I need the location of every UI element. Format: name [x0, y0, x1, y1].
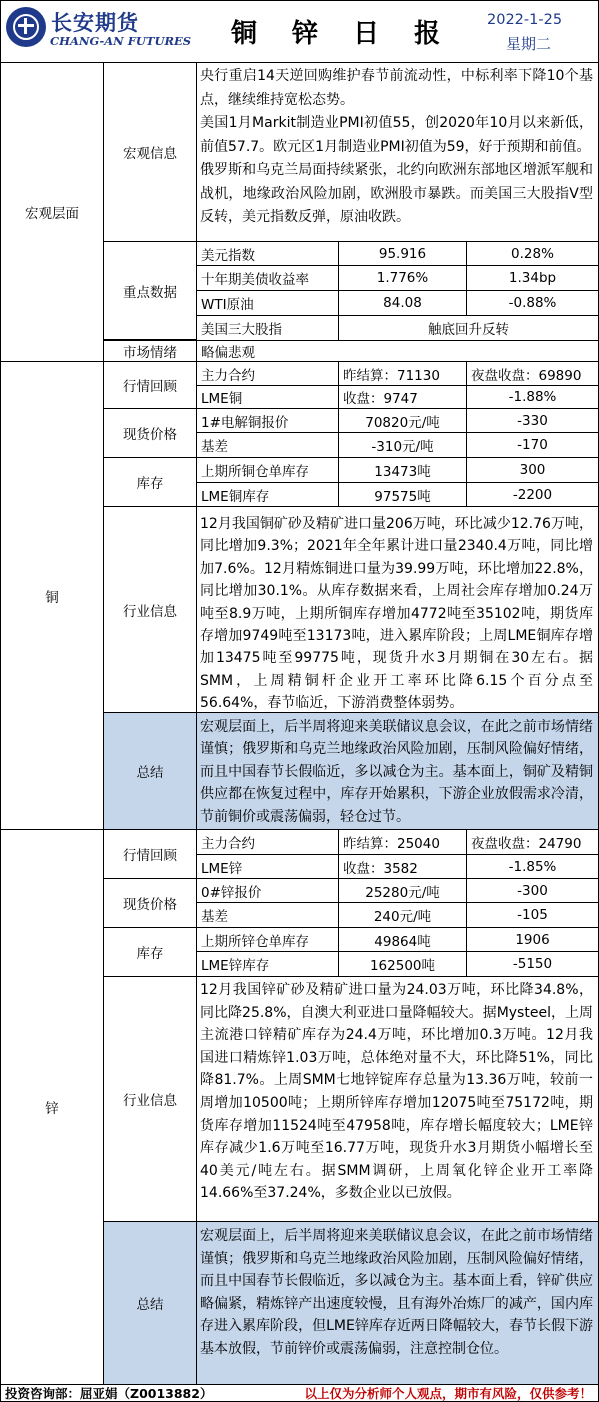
row-label-copper-stock: 库存: [103, 457, 197, 507]
copper-spot-change: -170: [466, 432, 599, 458]
copper-spot-change: -330: [466, 408, 599, 433]
zinc-review-value: 昨结算：25040: [338, 829, 467, 855]
zinc-stock-change: 1906: [466, 927, 599, 952]
copper-review-change: -1.88%: [466, 385, 599, 409]
report-footer: [0, 1384, 599, 1402]
copper-spot-name: 基差: [196, 432, 339, 458]
copper-stock-name: LME铜库存: [196, 482, 339, 507]
zinc-stock-value: 49864吨: [338, 927, 467, 952]
risk-disclaimer: 以上仅为分析师个人观点，期市有风险，仅供参考！: [304, 1386, 592, 1401]
row-label-copper-summary: 总结: [103, 712, 197, 830]
copper-review-name: 主力合约: [196, 361, 339, 386]
row-label-zinc-spot: 现货价格: [103, 878, 197, 928]
copper-stock-value: 97575吨: [338, 482, 467, 507]
key-data-change: -0.88%: [466, 290, 599, 316]
row-label-zinc-review: 行情回顾: [103, 829, 197, 879]
zinc-stock-change: -5150: [466, 951, 599, 977]
zinc-stock-name: 上期所锌仓单库存: [196, 927, 339, 952]
key-data-value: 84.08: [338, 290, 467, 316]
row-label-copper-industry: 行业信息: [103, 506, 197, 713]
copper-industry-text: 12月我国铜矿砂及精矿进口量206万吨，环比减少12.76万吨，同比增加9.3%；2021年全年累计进口量2340.4万吨，同比增加7.6%。12月精炼铜进口量为39.99万吨，环比增加22.8%，同比增加30.1%。从库存数据来看，上周社会库存增加0.24万吨至8.9万吨，上期所铜库存增加4772吨至35102吨，期货库存增加9749吨至13173吨，进入累库阶段；上周LME铜库存增加13475吨至99775吨，现货升水3月期铜在30左右。据SMM，上周精铜杆企业开工率环比降6.15个百分点至56.64%，春节临近，下游消费整体弱势。: [196, 506, 599, 713]
sentiment-value: 略偏悲观: [196, 340, 599, 362]
section-label-macro: 宏观层面: [0, 62, 104, 362]
copper-summary-text: 宏观层面上，后半周将迎来美联储议息会议，在此之前市场情绪谨慎；俄罗斯和乌克兰地缘政治风险加剧，压制风险偏好情绪，而且中国春节长假临近，多以减仓为主。基本面上，铜矿及精铜供应都在恢复过程中，库存开始累积，下游企业放假需求冷清，节前铜价或震荡偏弱，轻仓过节。: [196, 712, 599, 830]
key-data-change: 1.34bp: [466, 265, 599, 291]
report-header: [0, 0, 599, 63]
zinc-review-change: 夜盘收盘：24790: [466, 829, 599, 855]
chang-an-logo-icon: [6, 7, 46, 47]
zinc-review-name: 主力合约: [196, 829, 339, 855]
zinc-spot-value: 240元/吨: [338, 902, 467, 928]
key-data-change: 0.28%: [466, 241, 599, 266]
row-label-key-data: 重点数据: [103, 241, 197, 340]
row-label-macro-info: 宏观信息: [103, 62, 197, 242]
zinc-spot-name: 0#锌报价: [196, 878, 339, 903]
row-label-zinc-summary: 总结: [103, 1221, 197, 1385]
zinc-stock-name: LME锌库存: [196, 951, 339, 977]
macro-info-paragraph: 俄罗斯和乌克兰局面持续紧张，北约向欧洲东部地区增派军舰和战机，地缘政治风险加剧，欧洲股市暴跌。而美国三大股指V型反转，美元指数反弹，原油收跌。: [200, 162, 593, 225]
zinc-review-name: LME锌: [196, 854, 339, 879]
report-title: 铜 锌 日 报: [231, 19, 454, 49]
zinc-review-value: 收盘：3582: [338, 854, 467, 879]
zinc-spot-change: -105: [466, 902, 599, 928]
copper-stock-value: 13473吨: [338, 457, 467, 483]
copper-stock-change: -2200: [466, 482, 599, 507]
section-label-zinc: 锌: [0, 829, 104, 1385]
zinc-spot-name: 基差: [196, 902, 339, 928]
copper-spot-value: 70820元/吨: [338, 408, 467, 433]
zinc-spot-value: 25280元/吨: [338, 878, 467, 903]
zinc-review-change: -1.85%: [466, 854, 599, 879]
key-data-value: 95.916: [338, 241, 467, 266]
report-weekday: 星期二: [506, 35, 552, 53]
copper-stock-change: 300: [466, 457, 599, 483]
macro-info-paragraph: 央行重启14天逆回购维护春节前流动性，中标利率下降10个基点，继续维持宽松态势。: [200, 68, 593, 108]
copper-review-value: 昨结算：71130: [338, 361, 467, 386]
key-data-name: WTI原油: [196, 290, 339, 316]
zinc-spot-change: -300: [466, 878, 599, 903]
macro-info-text: [196, 62, 599, 242]
row-label-zinc-industry: 行业信息: [103, 976, 197, 1222]
copper-review-name: LME铜: [196, 385, 339, 409]
logo-chinese-name: 长安期货: [51, 11, 139, 35]
report-date: 2022-1-25: [487, 12, 563, 28]
copper-spot-name: 1#电解铜报价: [196, 408, 339, 433]
key-data-name: 美元指数: [196, 241, 339, 266]
logo-english-name: CHANG-AN FUTURES: [50, 34, 192, 48]
key-data-value: 触底回升反转: [338, 315, 599, 341]
macro-info-paragraph: 美国1月Markit制造业PMI初值55，创2020年10月以来新低，前值57.7。欧元区1月制造业PMI初值为59，好于预期和前值。: [200, 115, 593, 155]
analyst-credit: 投资咨询部：屈亚娟（Z0013882）: [5, 1386, 213, 1401]
zinc-industry-text: 12月我国锌矿砂及精矿进口量为24.03万吨，环比降34.8%，同比降25.8%，自澳大利亚进口量降幅较大。据Mysteel，上周主流港口锌精矿库存为24.4万吨，环比增加0.3万吨。12月我国进口精炼锌1.03万吨，总体绝对量不大，环比降51%，同比降81.7%。上周SMM七地锌锭库存总量为13.36万吨，较前一周增加10500吨；上期所锌库存增加12075吨至75172吨，期货库存增加11524吨至47958吨，库存增长幅度较大；LME锌库存减少1.6万吨至16.77万吨，现货升水3月期货小幅增长至40美元/吨左右。据SMM调研，上周氧化锌企业开工率降14.66%至37.24%，多数企业以已放假。: [196, 976, 599, 1222]
copper-spot-value: -310元/吨: [338, 432, 467, 458]
row-label-sentiment: 市场情绪: [103, 340, 197, 362]
copper-review-value: 收盘：9747: [338, 385, 467, 409]
row-label-zinc-stock: 库存: [103, 927, 197, 977]
section-label-copper: 铜: [0, 361, 104, 830]
copper-stock-name: 上期所铜仓单库存: [196, 457, 339, 483]
key-data-name: 十年期美债收益率: [196, 265, 339, 291]
key-data-name: 美国三大股指: [196, 315, 339, 341]
key-data-value: 1.776%: [338, 265, 467, 291]
row-label-copper-review: 行情回顾: [103, 361, 197, 409]
copper-review-change: 夜盘收盘：69890: [466, 361, 599, 386]
row-label-copper-spot: 现货价格: [103, 408, 197, 458]
zinc-summary-text: 宏观层面上，后半周将迎来美联储议息会议，在此之前市场情绪谨慎；俄罗斯和乌克兰地缘政治风险加剧，压制风险偏好情绪，而且中国春节长假临近，多以减仓为主。基本面上看，锌矿供应略偏紧，精炼锌产出速度较慢，且有海外冶炼厂的减产，国内库存进入累库阶段，但LME锌库存近两日降幅较大，春节长假下游基本放假，节前锌价或震荡偏弱，注意控制仓位。: [196, 1221, 599, 1385]
zinc-stock-value: 162500吨: [338, 951, 467, 977]
